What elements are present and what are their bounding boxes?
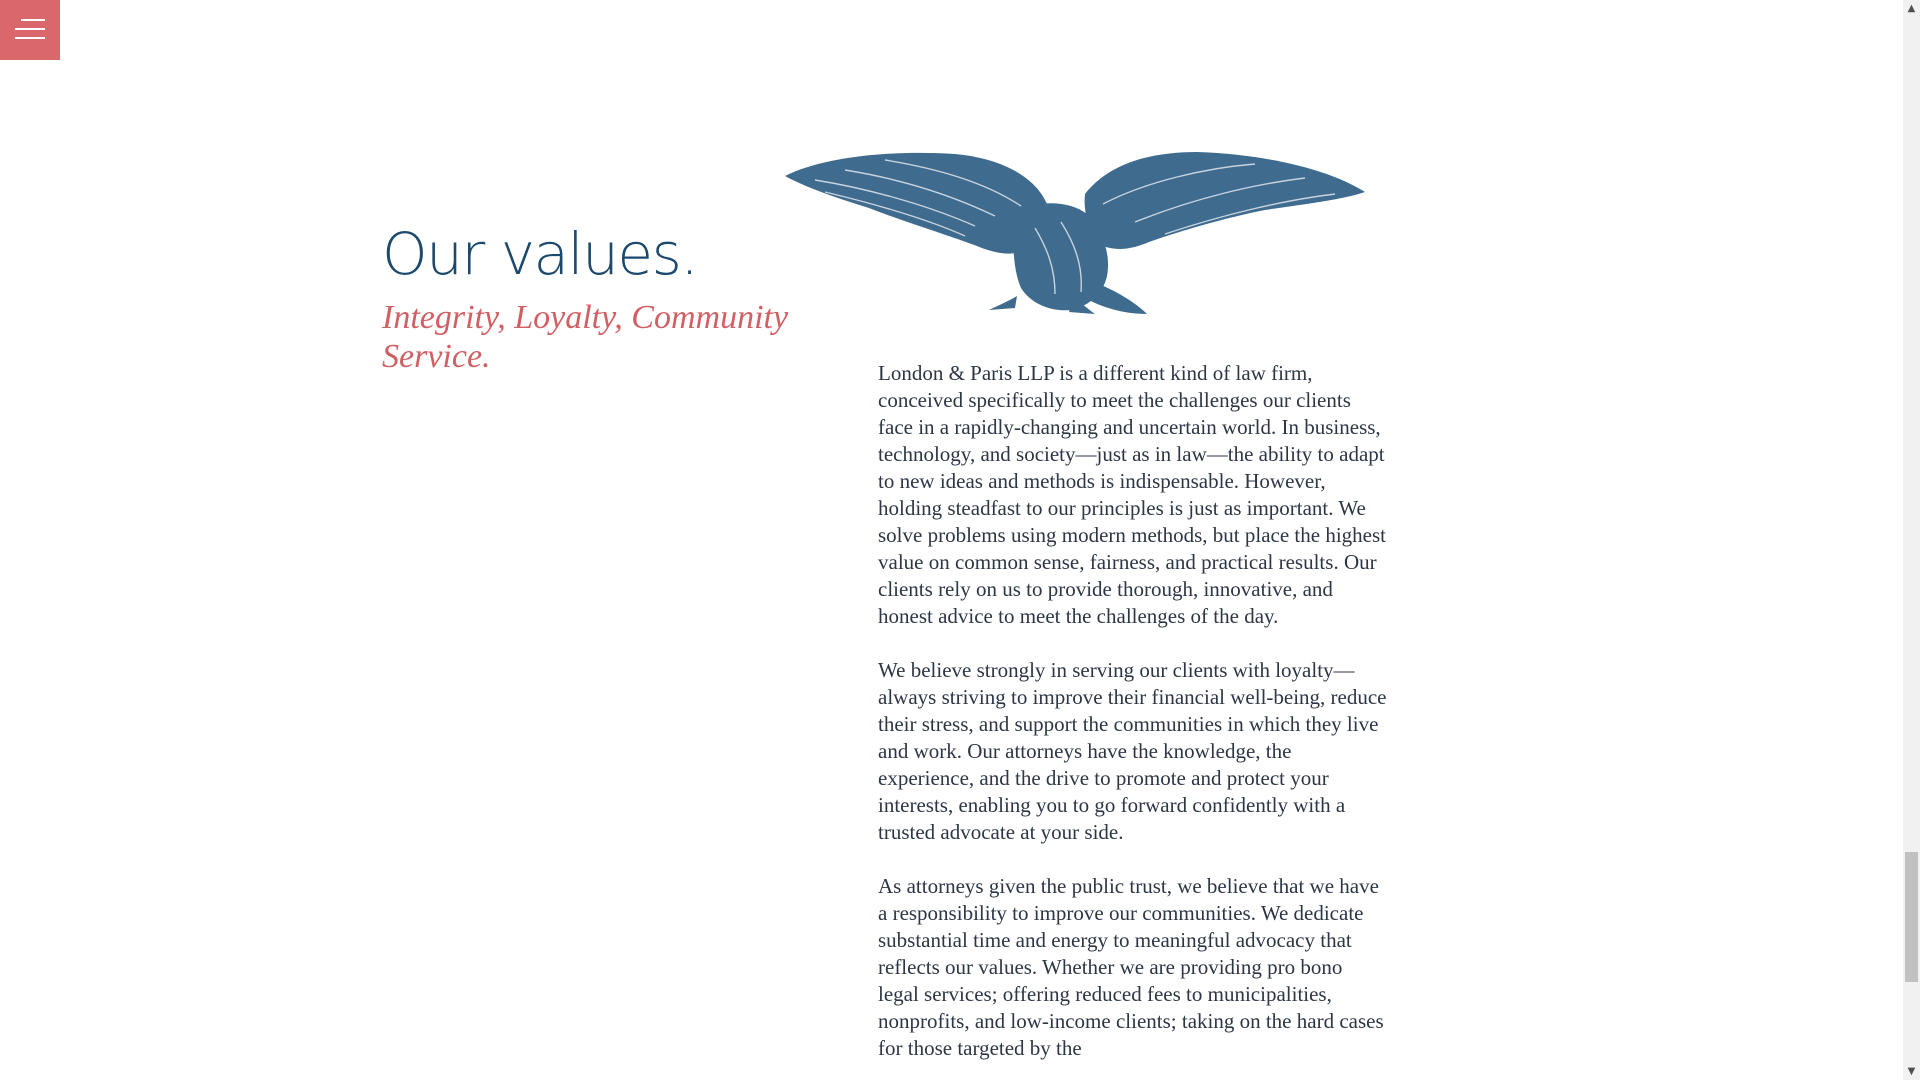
values-paragraph: London & Paris LLP is a different kind of law firm, conceived specifically to meet the challenges our clients face in a rapidly-changing and uncertain world. In business, technology, and society—just as in law—the ability to adapt to new ideas and methods is indispensable. However, holding steadfast to our principles is just as important. We solve problems using modern methods, but place the highest value on common sense, fairness, and practical results. Our clients rely on us to provide thorough, innovative, and honest advice to meet the challenges of the day.	[878, 361, 1386, 628]
values-paragraph: We believe strongly in serving our clients with loyalty—always striving to improve their financial well-being, reduce their stress, and support the communities in which they live and work. Our attorneys have the knowledge, the experience, and the drive to promote and protect your interests, enabling you to go forward confidently with a trusted advocate at your side.	[878, 658, 1387, 844]
values-subtitle: Integrity, Loyalty, Community Service.	[382, 299, 789, 375]
scrollbar-thumb[interactable]	[1905, 852, 1918, 982]
hamburger-menu-icon	[21, 19, 45, 21]
values-body	[878, 360, 1388, 1080]
eagle-icon	[785, 148, 1365, 316]
scroll-down-arrow-icon[interactable]: ▼	[1907, 1066, 1916, 1077]
page-title: Our values.	[382, 220, 698, 288]
scrollbar[interactable]	[1903, 0, 1920, 1080]
values-paragraph: As attorneys given the public trust, we believe that we have a responsibility to improve our communities. We dedicate substantial time and energy to meaningful advocacy that reflects our values. Whether we are providing pro bono legal services; offering reduced fees to municipalities, nonprofits, and low-income clients; taking on the hard cases for those targeted by the	[878, 874, 1384, 1060]
scroll-up-arrow-icon[interactable]: ▲	[1907, 3, 1916, 14]
menu-button[interactable]	[0, 0, 60, 60]
